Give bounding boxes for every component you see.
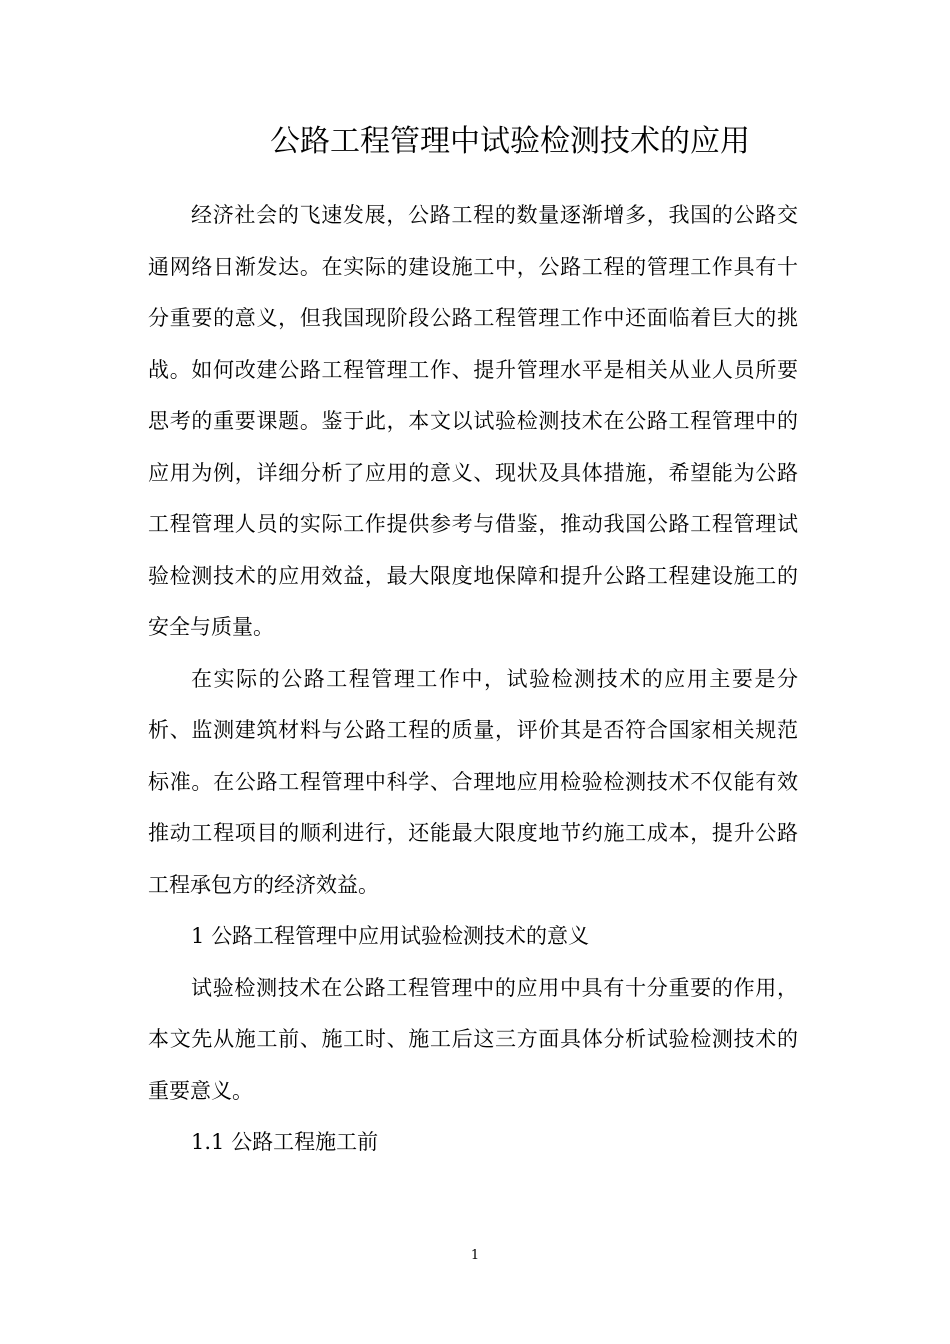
subsection-number: 1.1 xyxy=(191,1130,225,1154)
paragraph-section-1: 试验检测技术在公路工程管理中的应用中具有十分重要的作用，本文先从施工前、施工时、施工后这三方面具体分析试验检测技术的重要意义。 xyxy=(148,975,798,1103)
page-number: 1 xyxy=(470,1248,480,1263)
section-heading-1-1 xyxy=(148,1117,798,1169)
paragraph-application: 在实际的公路工程管理工作中，试验检测技术的应用主要是分析、监测建筑材料与公路工程的质量，评价其是否符合国家相关规范标准。在公路工程管理中科学、合理地应用检验检测技术不仅能有效推动工程项目的顺利进行，还能最大限度地节约施工成本，提升公路工程承包方的经济效益。 xyxy=(148,666,798,897)
paragraph-intro: 经济社会的飞速发展，公路工程的数量逐渐增多，我国的公路交通网络日渐发达。在实际的建设施工中，公路工程的管理工作具有十分重要的意义，但我国现阶段公路工程管理工作中还面临着巨大的挑战。如何改建公路工程管理工作、提升管理水平是相关从业人员所要思考的重要课题。鉴于此，本文以试验检测技术在公路工程管理中的应用为例，详细分析了应用的意义、现状及具体措施，希望能为公路工程管理人员的实际工作提供参考与借鉴，推动我国公路工程管理试验检测技术的应用效益，最大限度地保障和提升公路工程建设施工的安全与质量。 xyxy=(148,203,798,639)
section-title: 公路工程管理中应用试验检测技术的意义 xyxy=(211,924,590,948)
section-heading-1 xyxy=(148,911,798,963)
document-body xyxy=(148,190,798,1169)
document-title: 公路工程管理中试验检测技术的应用 xyxy=(270,124,750,159)
section-number: 1 xyxy=(191,924,205,948)
subsection-title: 公路工程施工前 xyxy=(231,1130,379,1154)
